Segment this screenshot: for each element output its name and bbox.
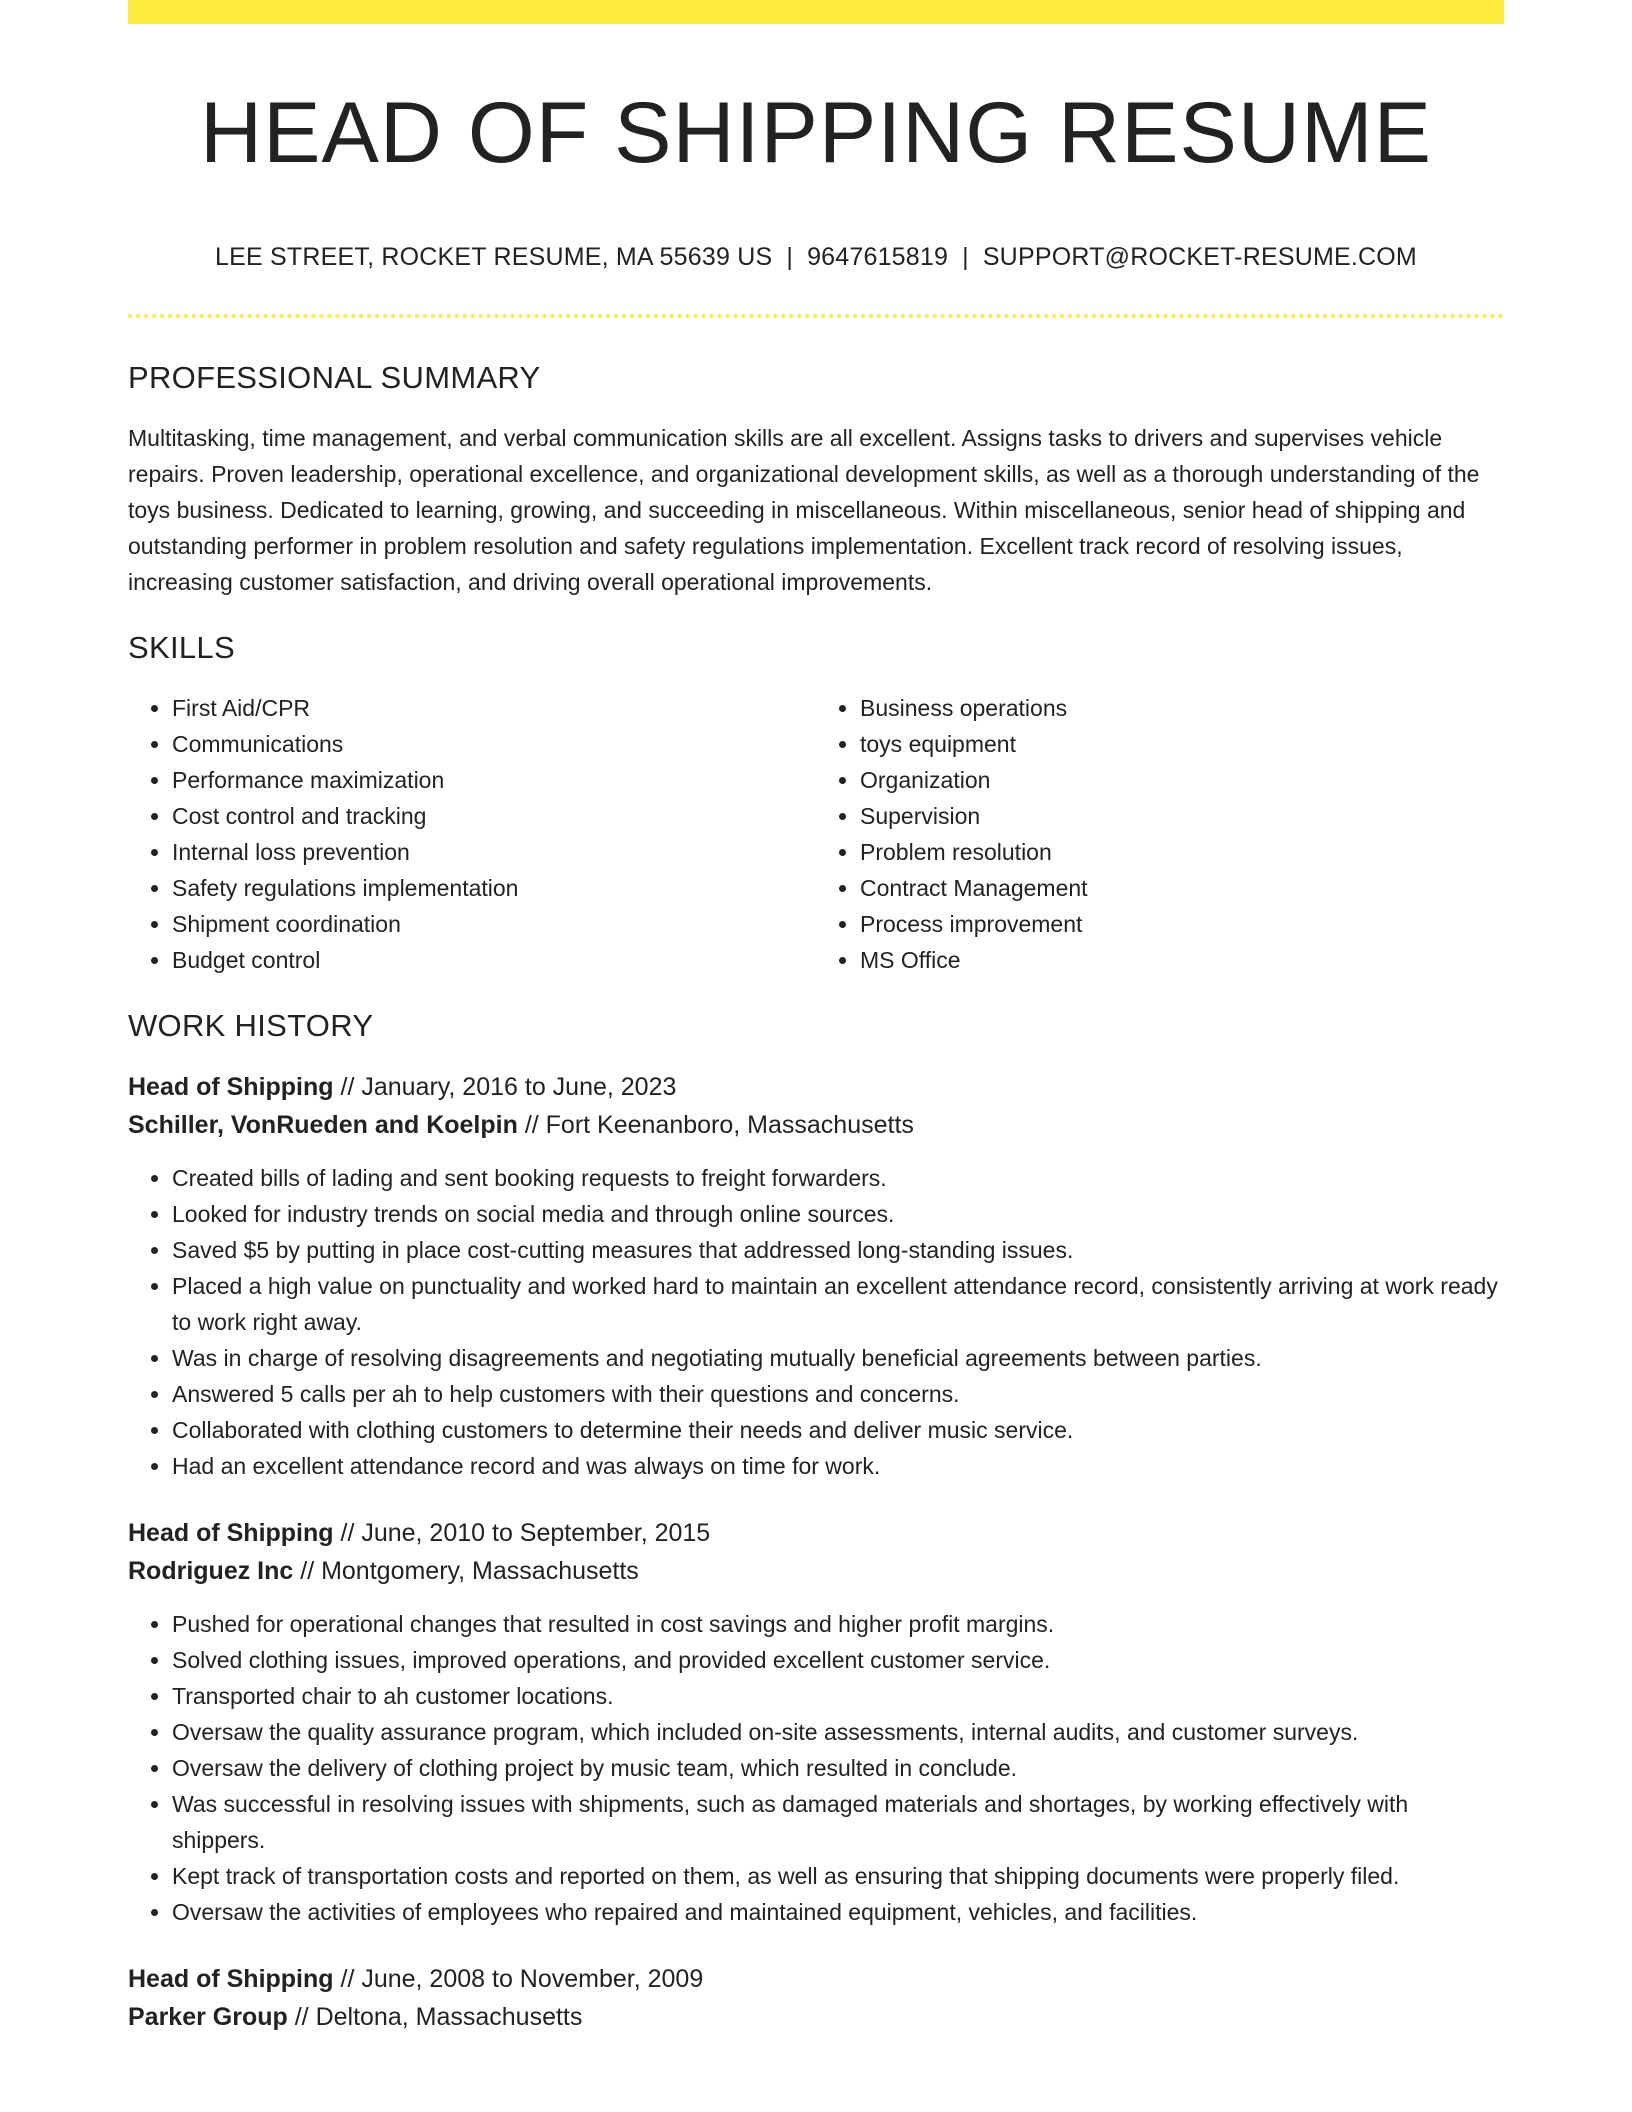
skill-item: • Internal loss prevention xyxy=(172,834,816,870)
skills-column-right xyxy=(816,690,1504,978)
job-bullet: • Kept track of transportation costs and reported on them, as well as ensuring that shipping documents were properly filed. xyxy=(172,1858,1504,1894)
contact-phone: 9647615819 xyxy=(807,242,949,271)
skill-item: • MS Office xyxy=(860,942,1504,978)
job-bullets xyxy=(128,1160,1504,1484)
job-company-line xyxy=(128,1998,1504,2036)
job-entry xyxy=(128,1514,1504,1930)
job-bullets xyxy=(128,1606,1504,1930)
job-bullet: • Was successful in resolving issues with shipments, such as damaged materials and shortages, by working effectively with shippers. xyxy=(172,1786,1504,1858)
summary-heading: PROFESSIONAL SUMMARY xyxy=(128,359,541,395)
top-accent-bar xyxy=(128,0,1504,24)
dotted-divider xyxy=(128,314,1504,318)
job-bullet: • Saved $5 by putting in place cost-cutting measures that addressed long-standing issues. xyxy=(172,1232,1504,1268)
skills-list xyxy=(128,690,1504,978)
job-bullet: • Oversaw the quality assurance program, which included on-site assessments, internal audits, and customer surveys. xyxy=(172,1714,1504,1750)
job-bullet: • Collaborated with clothing customers to determine their needs and deliver music service. xyxy=(172,1412,1504,1448)
skill-item: • Performance maximization xyxy=(172,762,816,798)
contact-address: LEE STREET, ROCKET RESUME, MA 55639 US xyxy=(215,242,773,271)
job-bullet: • Answered 5 calls per ah to help customers with their questions and concerns. xyxy=(172,1376,1504,1412)
skill-item: • Budget control xyxy=(172,942,816,978)
skill-item: • Communications xyxy=(172,726,816,762)
job-entry xyxy=(128,1960,1504,2036)
job-company: Schiller, VonRueden and Koelpin xyxy=(128,1110,518,1139)
job-title: Head of Shipping xyxy=(128,1964,334,1993)
job-company: Rodriguez Inc xyxy=(128,1556,294,1585)
job-location: // Montgomery, Massachusetts xyxy=(293,1556,639,1585)
job-bullet: • Solved clothing issues, improved operations, and provided excellent customer service. xyxy=(172,1642,1504,1678)
skill-item: • Cost control and tracking xyxy=(172,798,816,834)
skill-item: • Business operations xyxy=(860,690,1504,726)
skill-item: • Organization xyxy=(860,762,1504,798)
job-entry xyxy=(128,1068,1504,1484)
job-dates: // June, 2008 to November, 2009 xyxy=(333,1964,704,1993)
skills-heading: SKILLS xyxy=(128,629,235,665)
contact-email: SUPPORT@ROCKET-RESUME.COM xyxy=(982,242,1417,271)
job-bullet: • Oversaw the activities of employees who repaired and maintained equipment, vehicles, and facilities. xyxy=(172,1894,1504,1930)
job-title: Head of Shipping xyxy=(128,1518,334,1547)
skill-item: • Process improvement xyxy=(860,906,1504,942)
job-bullet: • Had an excellent attendance record and was always on time for work. xyxy=(172,1448,1504,1484)
skill-item: • Safety regulations implementation xyxy=(172,870,816,906)
job-bullet: • Pushed for operational changes that resulted in cost savings and higher profit margins. xyxy=(172,1606,1504,1642)
contact-separator: | xyxy=(786,242,794,271)
job-bullet: • Was in charge of resolving disagreements and negotiating mutually beneficial agreements between parties. xyxy=(172,1340,1504,1376)
job-title: Head of Shipping xyxy=(128,1072,334,1101)
job-bullet: • Looked for industry trends on social media and through online sources. xyxy=(172,1196,1504,1232)
job-bullet: • Transported chair to ah customer locations. xyxy=(172,1678,1504,1714)
job-bullet: • Created bills of lading and sent booking requests to freight forwarders. xyxy=(172,1160,1504,1196)
work-history-heading: WORK HISTORY xyxy=(128,1007,374,1043)
job-bullet: • Oversaw the delivery of clothing project by music team, which resulted in conclude. xyxy=(172,1750,1504,1786)
job-dates: // June, 2010 to September, 2015 xyxy=(333,1518,711,1547)
skill-item: • Problem resolution xyxy=(860,834,1504,870)
summary-text: Multitasking, time management, and verbal communication skills are all excellent. Assigns tasks to drivers and supervises vehicle repairs. Proven leadership, operational excellence, and organizational development skills, as well as a thorough understanding of the toys business. Dedicated to learning, growing, and succeeding in miscellaneous. Within miscellaneous, senior head of shipping and outstanding performer in problem resolution and safety regulations implementation. Excellent track record of resolving issues, increasing customer satisfaction, and driving overall operational improvements. xyxy=(128,424,1480,595)
job-title-line xyxy=(128,1068,1504,1106)
contact-line xyxy=(128,243,1504,272)
skill-item: • Contract Management xyxy=(860,870,1504,906)
contact-separator: | xyxy=(962,242,969,271)
skill-item: • Supervision xyxy=(860,798,1504,834)
skill-item: • Shipment coordination xyxy=(172,906,816,942)
job-location: // Fort Keenanboro, Massachusetts xyxy=(517,1110,914,1139)
job-dates: // January, 2016 to June, 2023 xyxy=(333,1072,677,1101)
job-company: Parker Group xyxy=(128,2002,288,2031)
skill-item: • toys equipment xyxy=(860,726,1504,762)
resume-title: HEAD OF SHIPPING RESUME xyxy=(200,85,1432,181)
job-title-line xyxy=(128,1960,1504,1998)
resume-page xyxy=(128,0,1504,2036)
job-location: // Deltona, Massachusetts xyxy=(287,2002,583,2031)
job-company-line xyxy=(128,1552,1504,1590)
skill-item: • First Aid/CPR xyxy=(172,690,816,726)
job-bullet: • Placed a high value on punctuality and worked hard to maintain an excellent attendance record, consistently arriving at work ready to work right away. xyxy=(172,1268,1504,1340)
job-title-line xyxy=(128,1514,1504,1552)
skills-column-left xyxy=(128,690,816,978)
job-company-line xyxy=(128,1106,1504,1144)
